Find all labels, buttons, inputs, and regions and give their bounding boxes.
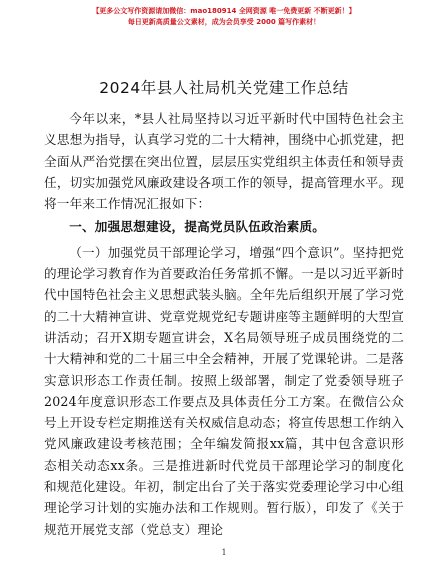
page-number: 1 — [221, 548, 227, 557]
document-title: 2024年县人社局机关党建工作总结 — [99, 79, 349, 97]
intro-paragraph: 今年以来，*县人社局坚持以习近平新时代中国特色社会主义思想为指导，认真学习党的二十大精神，围绕中心抓党建，把全面从严治党摆在突出位置，层层压实党组织主体责任和领导责任，切实加强党风廉政建设各项工作的领导，提高管理水平。现将一年来工作情况汇报如下： — [44, 111, 404, 212]
section-heading: 一、加强思想建设，提高党员队伍政治素质。 — [69, 219, 326, 235]
document-body — [44, 108, 404, 540]
promo-banner — [0, 6, 448, 28]
banner-line-1: 【更多公文写作资源请加微信：mao180914 全网资源 唯一免费更新 不断更新！】 — [92, 7, 356, 15]
banner-line-2: 每日更新高质量公文素材，成为会员享受 2000 篇写作素材！ — [127, 18, 321, 26]
section-paragraph: （一）加强党员干部理论学习，增强“四个意识”。坚持把党的理论学习教育作为首要政治任务常抓不懈。一是以习近平新时代中国特色社会主义思想武装头脑。全年先后组织开展了学习党的二十大精神宣讲、党章党规党纪专题讲座等主题鲜明的大型宣讲活动；召开X期专题宣讲会，X名局领导班子成员围绕党的二十大精神和党的二十届三中全会精神，开展了党课轮讲。二是落实意识形态工作责任制。按照上级部署，制定了党委领导班子2024年度意识形态工作要点及具体责任分工方案。在微信公众号上开设专栏定期推送有关权威信息动态；将宣传思想工作纳入党风廉政建设考核范围；全年编发简报xx篇，其中包含意识形态相关动态xx条。三是推进新时代党员干部理论学习的制度化和规范化建设。年初，制定出台了关于落实党委理论学习中心组理论学习计划的实施办法和工作规则。暂行版），印发了《关于规范开展党支部（党总支）理论 — [44, 244, 404, 537]
